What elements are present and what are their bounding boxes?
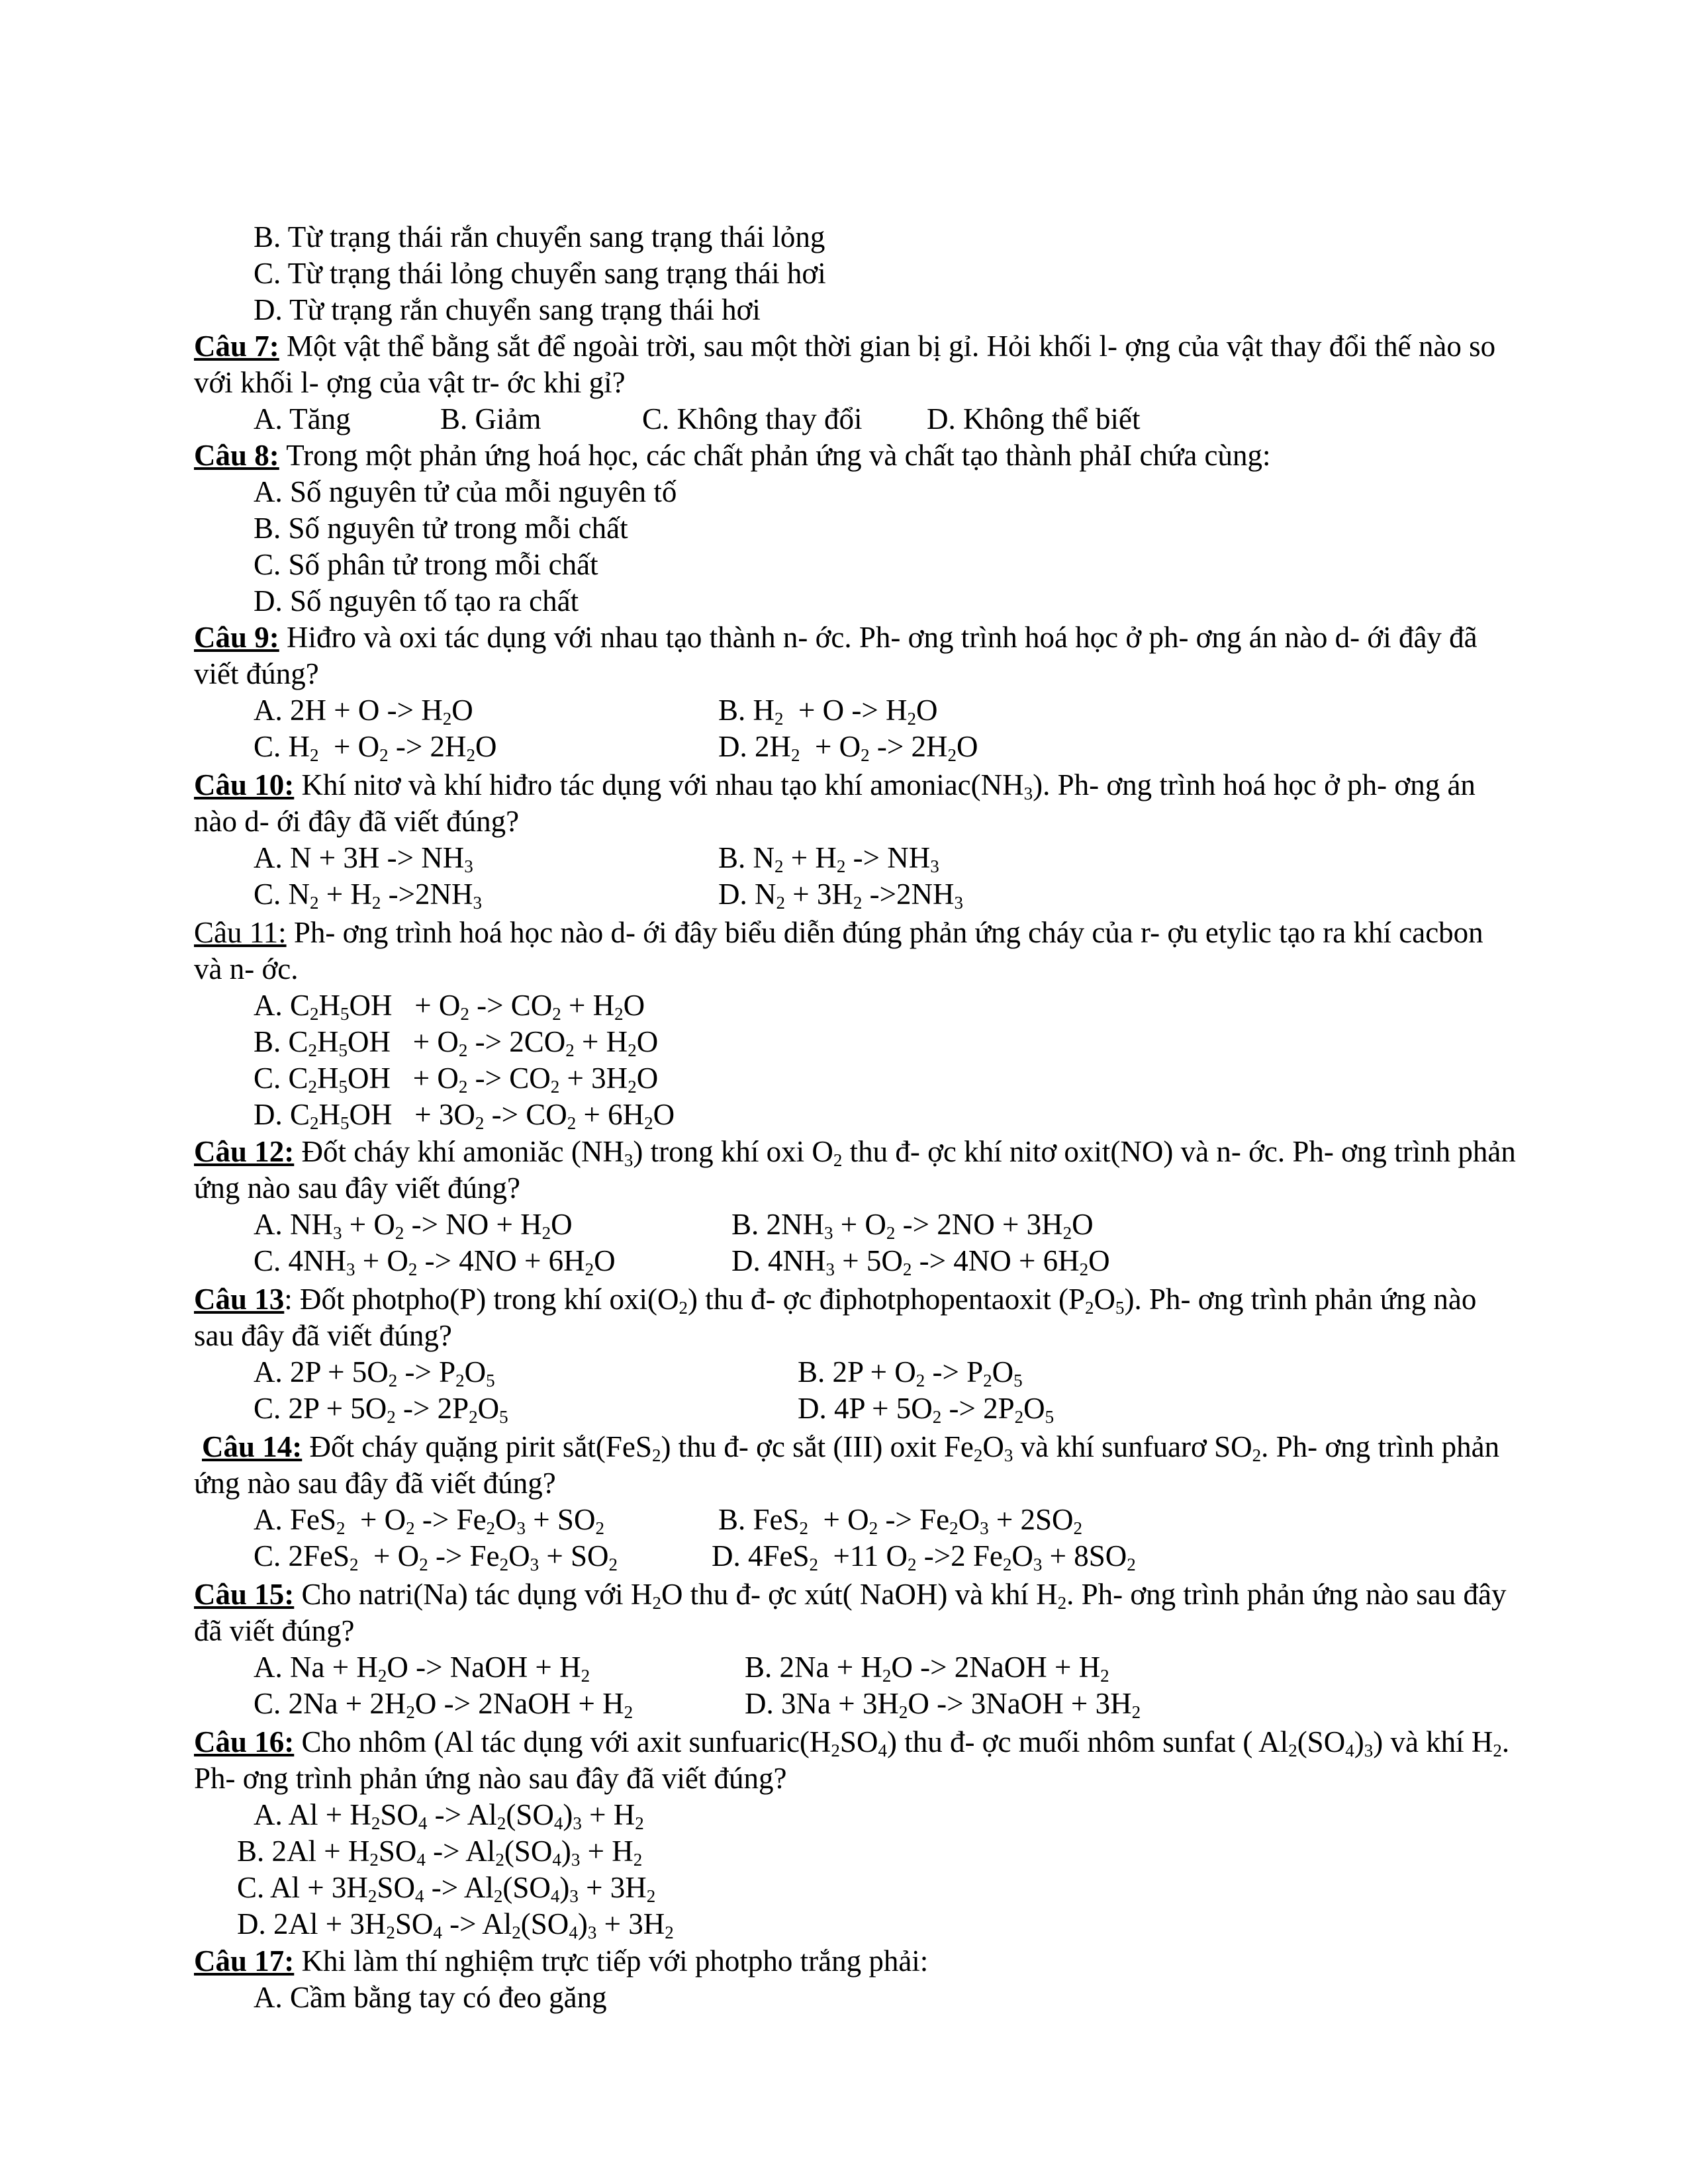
q10-option-c: C. $N_2 + H_2$ $->2NH_3$ (254, 878, 483, 913)
q14-text-line2: ứng nào sau đây đã viết đúng? (194, 1467, 556, 1500)
q9-option-c: C. $H_2 + O_2 -> 2H_2O$ (254, 730, 497, 765)
q10-label: Câu 10: (194, 768, 295, 801)
q9-option-d: D. $2H_2 + O_2 -> 2H_2O$ (718, 730, 978, 765)
q8-option-b: B. Số nguyên tử trong mỗi chất (254, 512, 628, 545)
q16-question: Câu 16: Cho nhôm (Al tác dụng với axit $sunfuaric(H_2SO_4)$ thu đ- ợc muối nhôm sunfat ( $Al_2(SO_4)_3$) và khí $H_2$. (194, 1725, 1510, 1760)
q9-text-line1: Hiđro và oxi tác dụng với nhau tạo thành n- ớc. Ph- ơng trình hoá học ở ph- ơng án nào d- ới đây đã (279, 621, 1477, 654)
q16-label: Câu 16: (194, 1725, 295, 1758)
q16-text-line2: Ph- ơng trình phản ứng nào sau đây đã viết đúng? (194, 1762, 787, 1795)
q7-label: Câu 7: (194, 330, 279, 363)
q8-text: Trong một phản ứng hoá học, các chất phản ứng và chất tạo thành phảI chứa cùng: (279, 439, 1271, 472)
q15-label: Câu 15: (194, 1578, 295, 1611)
q11-option-c: C. $C_2H_5OH + O_2 -> CO_2 + 3H_2O$ (254, 1062, 659, 1097)
q14-text-line1a: Đốt cháy quặng pirit sắt(FeS (302, 1430, 652, 1463)
q16-text-line1b: ) thu đ- ợc muối nhôm sunfat ( Al (886, 1725, 1289, 1758)
q15-question: Câu 15: Cho natri(Na) tác dụng với $H_2O$ thu đ- ợc xút( NaOH) và khí $H_2$. Ph- ơng trình phản ứng nào sau đây (194, 1578, 1507, 1613)
q12-option-d: D. $4NH_3 + 5O_2 -> 4NO + 6H_2O$ (731, 1244, 1110, 1279)
q7-option-b: B. Giảm (440, 402, 541, 435)
q7-text-line1: Một vật thể bằng sắt để ngoài trời, sau một thời gian bị gỉ. Hỏi khối l- ợng của vật thay đổi thế nào so (279, 330, 1496, 363)
q9-question (194, 619, 1477, 656)
q14-option-b: B. $FeS_2 + O_2 -> Fe_2O_3 + 2SO_2$ (718, 1503, 1082, 1538)
q7-options (254, 400, 1140, 437)
q7-text-line2: với khối l- ợng của vật tr- ớc khi gỉ? (194, 366, 626, 399)
q10-option-a: A. $N + 3H -> NH_3$ (254, 841, 473, 876)
q8-question (194, 437, 1271, 474)
q17-option-a: A. Cầm bằng tay có đeo găng (254, 1981, 607, 2014)
q7-option-a: A. Tăng (254, 402, 351, 435)
q16-option-d: D. $2Al + 3H_2SO_4 -> Al_2(SO_4)_3 + 3H_2$ (237, 1907, 674, 1942)
q14-text-line1b: ) thu đ- ợc sắt (III) oxit Fe (661, 1430, 974, 1463)
q13-text-line1c: ). Ph- ơng trình phản ứng nào (1124, 1283, 1477, 1316)
q17-text: Khi làm thí nghiệm trực tiếp với photpho trắng phải: (294, 1944, 929, 1978)
q11-label: Câu 11: (194, 916, 287, 949)
q7-option-d: D. Không thể biết (927, 402, 1141, 435)
q13-option-c: C. $2P + 5O_2 -> 2P_2O_5$ (254, 1392, 508, 1427)
q14-option-c: C. $2FeS_2 + O_2 -> Fe_2O_3 + SO_2$ (254, 1539, 618, 1574)
q14-option-a: A. $FeS_2 + O_2 -> Fe_2O_3 + SO_2$ (254, 1503, 604, 1538)
q8-label: Câu 8: (194, 439, 279, 472)
q16-option-b: B. $2Al + H_2SO_4 -> Al_2(SO_4)_3 + H_2$ (237, 1835, 643, 1870)
q11-text-line2: và n- ớc. (194, 952, 299, 985)
q12-option-b: B. $2NH_3 + O_2 -> 2NO + 3H_2O$ (731, 1208, 1094, 1243)
q13-question: Câu 13: Đốt photpho(P) trong khí $oxi(O_2)$ thu đ- ợc điphotphopentaoxit $(P_2O_5)$. Ph- ơng trình phản ứng nào (194, 1283, 1477, 1318)
q15-option-a: A. $Na + H_2O$ -> NaOH + $H_2$ (254, 1651, 590, 1686)
q8-option-d: D. Số nguyên tố tạo ra chất (254, 584, 579, 617)
q11-question (194, 914, 1483, 951)
q13-option-a: A. $2P + 5O_2 -> P_2O_5$ (254, 1355, 495, 1390)
q12-label: Câu 12: (194, 1135, 295, 1168)
q13-option-b: B. $2P + O_2 -> P_2O_5$ (798, 1355, 1023, 1390)
q14-question: Câu 14: Đốt cháy quặng pirit sắt(FeS$_2$) thu đ- ợc sắt (III) oxit $Fe_2O_3$ và khí sunfuarơ $SO_2$. Ph- ơng trình phản (202, 1430, 1500, 1465)
q13-text-line2: sau đây đã viết đúng? (194, 1319, 452, 1352)
q16-option-c: C. $Al + 3H_2SO_4 -> Al_2(SO_4)_3 + 3H_2$ (237, 1871, 656, 1906)
q15-text-line1b: O thu đ- ợc xút( NaOH) và khí H (661, 1578, 1058, 1611)
q13-option-d: D. $4P + 5O_2 -> 2P_2O_5$ (798, 1392, 1055, 1427)
q10-text-line1a: Khí nitơ và khí hiđro tác dụng với nhau tạo khí amoniac(NH (294, 768, 1024, 801)
q12-option-a: A. $NH_3 + O_2$ -> NO + $H_2O$ (254, 1208, 573, 1243)
q6-option-b: B. Từ trạng thái rắn chuyển sang trạng thái lỏng (254, 220, 825, 253)
q14-text-line1c: và khí sunfuarơ SO (1013, 1430, 1252, 1463)
q14-option-d: D. 4FeS$_2$ +11 $O_2$ ->2 $Fe_2O_3 + 8SO_2$ (712, 1539, 1136, 1574)
q8-option-a: A. Số nguyên tử của mỗi nguyên tố (254, 475, 677, 508)
q9-option-a: A. $2H + O -> H_2O$ (254, 694, 473, 729)
q12-question: Câu 12: Đốt cháy khí amoniăc $(NH_3)$ trong khí oxi $O_2$ thu đ- ợc khí nitơ oxit(NO) và n- ớc. Ph- ơng trình phản (194, 1135, 1516, 1170)
q13-text-line1b: ) thu đ- ợc điphotphopentaoxit (P (688, 1283, 1085, 1316)
q9-label: Câu 9: (194, 621, 279, 654)
q15-text-line1c: . Ph- ơng trình phản ứng nào sau đây (1066, 1578, 1507, 1611)
q11-option-a: A. $C_2H_5OH + O_2 -> CO_2 + H_2O$ (254, 989, 645, 1024)
q16-text-line1a: Cho nhôm (Al tác dụng với axit sunfuaric(H (294, 1725, 831, 1758)
q17-label: Câu 17: (194, 1944, 295, 1978)
q17-question (194, 1942, 928, 1979)
q15-option-b: B. $2Na + H_2O$ -> 2NaOH + $H_2$ (745, 1651, 1109, 1686)
q12-text-line1c: thu đ- ợc khí nitơ oxit(NO) và n- ớc. Ph- ơng trình phản (842, 1135, 1516, 1168)
q9-option-b: B. $H_2 + O -> H_2O$ (718, 694, 938, 729)
q10-question: Câu 10: Khí nitơ và khí hiđro tác dụng với nhau tạo khí $amoniac(NH_3)$. Ph- ơng trình hoá học ở ph- ơng án (194, 768, 1476, 803)
q12-text-line2: ứng nào sau đây viết đúng? (194, 1171, 521, 1205)
q12-option-c: C. $4NH_3 + O_2 -> 4NO + 6H_2O$ (254, 1244, 616, 1279)
q15-text-line1a: Cho natri(Na) tác dụng với H (294, 1578, 653, 1611)
q6-option-d: D. Từ trạng rắn chuyển sang trạng thái hơi (254, 293, 761, 326)
q16-text-line1c: ) và khí H (1373, 1725, 1493, 1758)
q12-text-line1a: Đốt cháy khí amoniăc (NH (294, 1135, 624, 1168)
q8-option-c: C. Số phân tử trong mỗi chất (254, 548, 598, 581)
q14-text-line1d: . Ph- ơng trình phản (1261, 1430, 1500, 1463)
q16-option-a: A. $Al + H_2SO_4 -> Al_2(SO_4)_3 + H_2$ (254, 1798, 644, 1833)
q7-option-c: C. Không thay đổi (642, 402, 863, 435)
q11-text-line1: Ph- ơng trình hoá học nào d- ới đây biểu diễn đúng phản ứng cháy của r- ợu etylic tạo ra khí cacbon (286, 916, 1483, 949)
q12-text-line1b: ) trong khí oxi O (633, 1135, 833, 1168)
q14-label: Câu 14: (202, 1430, 303, 1463)
q10-option-b: B. $N_2 + H_2 -> NH_3$ (718, 841, 939, 876)
q10-option-d: D. $N_2 + 3H_2$ $->2NH_3$ (718, 878, 963, 913)
q15-option-d: D. $3Na + 3H_2O$ -> 3NaOH + $3H_2$ (745, 1687, 1141, 1722)
q13-text-line1a: : Đốt photpho(P) trong khí oxi(O (284, 1283, 679, 1316)
q11-option-d: D. $C_2H_5OH + 3O_2 -> CO_2 + 6H_2O$ (254, 1098, 675, 1133)
q10-text-line1b: ). Ph- ơng trình hoá học ở ph- ơng án (1033, 768, 1476, 801)
q15-text-line2: đã viết đúng? (194, 1614, 355, 1647)
q10-text-line2: nào d- ới đây đã viết đúng? (194, 805, 520, 838)
q15-option-c: C. $2Na + 2H_2O$ -> 2NaOH + $H_2$ (254, 1687, 633, 1722)
q6-option-c: C. Từ trạng thái lỏng chuyển sang trạng thái hơi (254, 257, 826, 290)
q7-question (194, 328, 1495, 365)
q13-label: Câu 13 (194, 1283, 285, 1316)
q9-text-line2: viết đúng? (194, 657, 319, 690)
q11-option-b: B. $C_2H_5OH + O_2 -> 2CO_2 + H_2O$ (254, 1025, 659, 1060)
